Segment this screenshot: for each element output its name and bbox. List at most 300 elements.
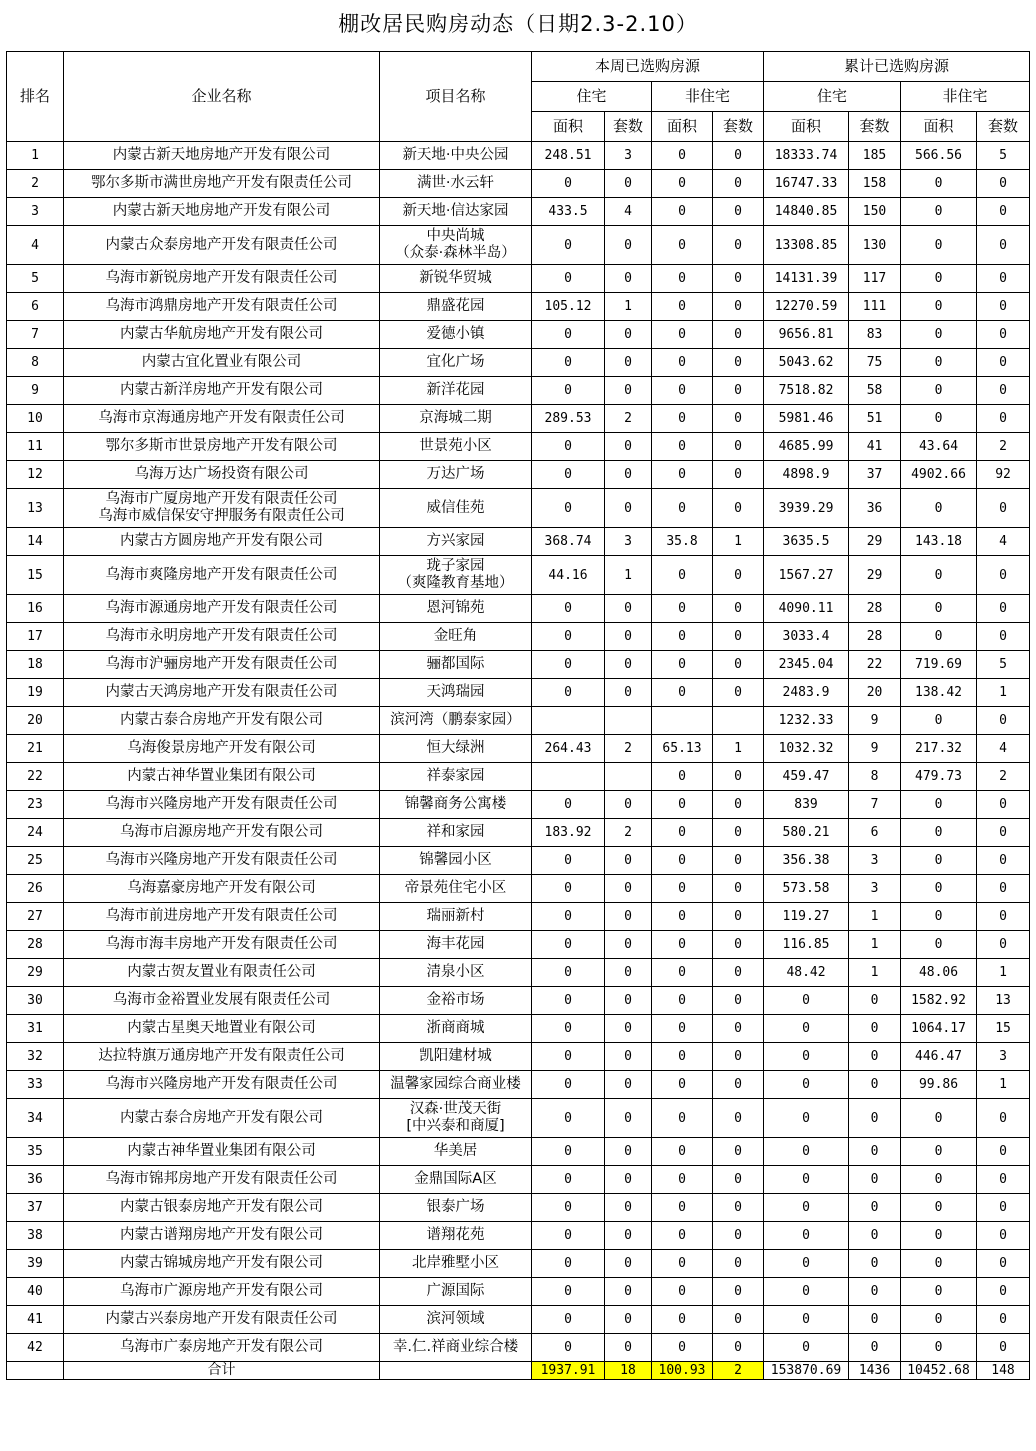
table-row — [7, 489, 1030, 528]
cum-res-area-cell: 116.85 — [764, 931, 849, 959]
cum-nonres-area-cell: 566.56 — [901, 142, 977, 170]
company-name: 内蒙古方圆房地产开发有限公司 — [120, 533, 323, 549]
table-row — [7, 931, 1030, 959]
header-units: 套数 — [605, 112, 652, 142]
company-cell — [64, 489, 380, 528]
project-name: 万达广场 — [426, 466, 485, 482]
week-nonres-units-cell: 0 — [713, 679, 764, 707]
cum-nonres-area-cell: 0 — [901, 489, 977, 528]
cum-res-area-cell: 0 — [764, 1015, 849, 1043]
header-project: 项目名称 — [380, 52, 532, 142]
table-row — [7, 875, 1030, 903]
company-name: 乌海市广泰房地产开发有限公司 — [120, 1339, 323, 1355]
cum-nonres-area-cell: 217.32 — [901, 735, 977, 763]
project-cell — [380, 170, 532, 198]
company-cell — [64, 433, 380, 461]
total-week-nonres-units: 2 — [713, 1362, 764, 1380]
cum-res-area-cell: 9656.81 — [764, 321, 849, 349]
week-res-area-cell: 433.5 — [532, 198, 605, 226]
cum-res-units-cell: 1 — [849, 931, 901, 959]
cum-nonres-units-cell: 0 — [977, 265, 1030, 293]
week-nonres-units-cell: 0 — [713, 847, 764, 875]
company-name: 内蒙古泰合房地产开发有限公司 — [120, 712, 323, 728]
company-cell — [64, 875, 380, 903]
total-rank-cell — [7, 1362, 64, 1380]
cum-nonres-units-cell: 0 — [977, 595, 1030, 623]
week-res-units-cell: 0 — [605, 1043, 652, 1071]
cum-res-units-cell: 1 — [849, 903, 901, 931]
company-cell — [64, 321, 380, 349]
week-res-units-cell: 0 — [605, 1250, 652, 1278]
company-name: 内蒙古兴泰房地产开发有限责任公司 — [105, 1311, 338, 1327]
week-nonres-area-cell: 0 — [652, 1099, 713, 1138]
project-cell — [380, 265, 532, 293]
cum-nonres-units-cell: 0 — [977, 377, 1030, 405]
cum-res-area-cell: 573.58 — [764, 875, 849, 903]
cum-res-area-cell: 0 — [764, 1250, 849, 1278]
cum-res-area-cell: 2345.04 — [764, 651, 849, 679]
project-name: 恒大绿洲 — [426, 740, 485, 756]
cum-res-units-cell: 20 — [849, 679, 901, 707]
table-row — [7, 1250, 1030, 1278]
housing-purchase-table — [6, 51, 1030, 1380]
cum-nonres-area-cell: 138.42 — [901, 679, 977, 707]
company-cell — [64, 1334, 380, 1362]
company-cell — [64, 1138, 380, 1166]
project-name: 祥泰家园 — [426, 768, 485, 784]
table-row — [7, 1043, 1030, 1071]
week-res-area-cell: 0 — [532, 679, 605, 707]
project-name: 锦馨商务公寓楼 — [404, 796, 507, 812]
cum-nonres-units-cell: 1 — [977, 679, 1030, 707]
company-cell — [64, 1278, 380, 1306]
week-nonres-units-cell: 0 — [713, 959, 764, 987]
cum-res-area-cell: 356.38 — [764, 847, 849, 875]
week-nonres-area-cell: 65.13 — [652, 735, 713, 763]
cum-res-units-cell: 0 — [849, 1278, 901, 1306]
week-res-area-cell: 0 — [532, 433, 605, 461]
week-nonres-area-cell: 0 — [652, 623, 713, 651]
project-name: 新锐华贸城 — [419, 270, 492, 286]
cum-res-area-cell: 459.47 — [764, 763, 849, 791]
company-name: 乌海市海丰房地产开发有限责任公司 — [105, 936, 338, 952]
week-nonres-area-cell: 0 — [652, 1334, 713, 1362]
project-name: 宜化广场 — [426, 354, 485, 370]
project-name: 滨河湾（鹏泰家园） — [390, 712, 521, 728]
project-cell — [380, 847, 532, 875]
project-cell — [380, 321, 532, 349]
project-cell — [380, 1250, 532, 1278]
cum-nonres-units-cell: 0 — [977, 405, 1030, 433]
total-cum-res-area: 153870.69 — [764, 1362, 849, 1380]
project-name: 幸.仁.祥商业综合楼 — [392, 1339, 519, 1355]
cum-res-units-cell: 51 — [849, 405, 901, 433]
cum-res-units-cell: 3 — [849, 875, 901, 903]
cum-nonres-units-cell: 0 — [977, 623, 1030, 651]
cum-nonres-units-cell: 5 — [977, 651, 1030, 679]
cum-res-units-cell: 29 — [849, 556, 901, 595]
cum-res-area-cell: 0 — [764, 1306, 849, 1334]
week-res-units-cell: 0 — [605, 433, 652, 461]
week-res-units-cell: 0 — [605, 651, 652, 679]
project-cell — [380, 489, 532, 528]
company-name: 鄂尔多斯市满世房地产开发有限责任公司 — [91, 175, 352, 191]
rank-cell: 7 — [7, 321, 64, 349]
week-nonres-units-cell: 0 — [713, 1015, 764, 1043]
rank-cell: 22 — [7, 763, 64, 791]
rank-cell: 5 — [7, 265, 64, 293]
cum-nonres-units-cell: 0 — [977, 1138, 1030, 1166]
project-cell — [380, 349, 532, 377]
company-name: 乌海嘉豪房地产开发有限公司 — [127, 880, 316, 896]
company-name: 乌海市前进房地产开发有限责任公司 — [105, 908, 338, 924]
cum-nonres-area-cell: 43.64 — [901, 433, 977, 461]
header-this-week: 本周已选购房源 — [532, 52, 764, 82]
project-cell — [380, 651, 532, 679]
cum-res-units-cell: 0 — [849, 1138, 901, 1166]
rank-cell: 13 — [7, 489, 64, 528]
company-name: 内蒙古华航房地产开发有限公司 — [120, 326, 323, 342]
week-res-area-cell: 0 — [532, 170, 605, 198]
table-footer — [7, 1362, 1030, 1380]
cum-nonres-area-cell: 48.06 — [901, 959, 977, 987]
week-nonres-units-cell: 0 — [713, 1306, 764, 1334]
total-cum-nonres-area: 10452.68 — [901, 1362, 977, 1380]
project-cell — [380, 142, 532, 170]
project-name: 新天地·信达家园 — [402, 203, 509, 219]
cum-nonres-area-cell: 0 — [901, 377, 977, 405]
rank-cell: 1 — [7, 142, 64, 170]
week-res-area-cell: 0 — [532, 1250, 605, 1278]
week-nonres-units-cell: 0 — [713, 349, 764, 377]
project-cell — [380, 903, 532, 931]
week-nonres-units-cell: 0 — [713, 461, 764, 489]
project-cell — [380, 1099, 532, 1138]
week-nonres-units-cell: 1 — [713, 528, 764, 556]
cum-nonres-units-cell: 0 — [977, 791, 1030, 819]
cum-nonres-area-cell: 0 — [901, 791, 977, 819]
project-cell — [380, 1194, 532, 1222]
header-rank: 排名 — [7, 52, 64, 142]
cum-res-area-cell: 119.27 — [764, 903, 849, 931]
week-res-area-cell: 0 — [532, 1099, 605, 1138]
cum-res-area-cell: 0 — [764, 1043, 849, 1071]
cum-res-area-cell: 0 — [764, 1071, 849, 1099]
project-cell — [380, 293, 532, 321]
week-nonres-area-cell: 0 — [652, 875, 713, 903]
table-row — [7, 651, 1030, 679]
company-name: 内蒙古宜化置业有限公司 — [141, 354, 302, 370]
week-res-area-cell: 264.43 — [532, 735, 605, 763]
rank-cell: 35 — [7, 1138, 64, 1166]
week-nonres-units-cell: 0 — [713, 875, 764, 903]
project-cell — [380, 556, 532, 595]
rank-cell: 41 — [7, 1306, 64, 1334]
week-res-units-cell: 1 — [605, 293, 652, 321]
week-res-area-cell: 0 — [532, 959, 605, 987]
table-row — [7, 321, 1030, 349]
header-units: 套数 — [977, 112, 1030, 142]
cum-res-area-cell: 0 — [764, 1334, 849, 1362]
week-res-area-cell: 0 — [532, 1278, 605, 1306]
company-name: 内蒙古泰合房地产开发有限公司 — [120, 1109, 323, 1126]
project-cell — [380, 405, 532, 433]
week-res-area-cell: 0 — [532, 987, 605, 1015]
header-area: 面积 — [764, 112, 849, 142]
cum-res-area-cell: 13308.85 — [764, 226, 849, 265]
company-name: 内蒙古天鸿房地产开发有限责任公司 — [105, 684, 338, 700]
week-res-area-cell: 0 — [532, 875, 605, 903]
week-nonres-units-cell: 0 — [713, 1222, 764, 1250]
cum-res-units-cell: 185 — [849, 142, 901, 170]
week-nonres-area-cell: 0 — [652, 1278, 713, 1306]
rank-cell: 17 — [7, 623, 64, 651]
table-row — [7, 1222, 1030, 1250]
week-res-units-cell: 0 — [605, 1194, 652, 1222]
project-cell — [380, 763, 532, 791]
project-cell — [380, 1138, 532, 1166]
cum-nonres-units-cell: 0 — [977, 198, 1030, 226]
week-res-units-cell: 0 — [605, 1071, 652, 1099]
company-name: 达拉特旗万通房地产开发有限责任公司 — [98, 1048, 345, 1064]
cum-nonres-area-cell: 0 — [901, 556, 977, 595]
project-name: 金裕市场 — [426, 992, 485, 1008]
cum-res-units-cell: 0 — [849, 1250, 901, 1278]
company-name: 乌海市沪骊房地产开发有限责任公司 — [105, 656, 338, 672]
week-res-units-cell — [605, 763, 652, 791]
project-name: 金旺角 — [433, 628, 478, 644]
company-name: 内蒙古新天地房地产开发有限公司 — [112, 203, 331, 219]
company-name: 内蒙古新洋房地产开发有限公司 — [120, 382, 323, 398]
week-nonres-units-cell: 0 — [713, 142, 764, 170]
week-res-area-cell: 183.92 — [532, 819, 605, 847]
week-res-area-cell: 0 — [532, 1071, 605, 1099]
cum-res-units-cell: 111 — [849, 293, 901, 321]
week-res-area-cell: 0 — [532, 931, 605, 959]
cum-res-units-cell: 29 — [849, 528, 901, 556]
table-row — [7, 1306, 1030, 1334]
week-nonres-units-cell: 0 — [713, 405, 764, 433]
cum-nonres-area-cell: 0 — [901, 819, 977, 847]
table-row — [7, 198, 1030, 226]
cum-res-area-cell: 0 — [764, 1222, 849, 1250]
week-res-units-cell: 0 — [605, 1306, 652, 1334]
project-cell — [380, 433, 532, 461]
week-nonres-units-cell: 0 — [713, 1250, 764, 1278]
cum-res-area-cell: 7518.82 — [764, 377, 849, 405]
project-cell — [380, 1306, 532, 1334]
cum-res-area-cell: 3033.4 — [764, 623, 849, 651]
page-title: 棚改居民购房动态（日期2.3-2.10） — [338, 12, 698, 36]
company-cell — [64, 791, 380, 819]
table-row — [7, 987, 1030, 1015]
cum-res-units-cell: 0 — [849, 1043, 901, 1071]
rank-cell: 11 — [7, 433, 64, 461]
week-nonres-area-cell: 35.8 — [652, 528, 713, 556]
rank-cell: 28 — [7, 931, 64, 959]
cum-res-units-cell: 0 — [849, 1306, 901, 1334]
project-name: 浙商商城 — [426, 1020, 485, 1036]
cum-res-units-cell: 28 — [849, 623, 901, 651]
week-res-area-cell: 0 — [532, 1194, 605, 1222]
header-cum-residential: 住宅 — [764, 82, 901, 112]
cum-res-area-cell: 0 — [764, 987, 849, 1015]
company-name: 内蒙古新天地房地产开发有限公司 — [112, 147, 331, 163]
week-res-units-cell: 0 — [605, 1166, 652, 1194]
cum-res-area-cell: 16747.33 — [764, 170, 849, 198]
cum-nonres-units-cell: 1 — [977, 959, 1030, 987]
cum-nonres-units-cell: 0 — [977, 321, 1030, 349]
company-name: 乌海市兴隆房地产开发有限责任公司 — [105, 796, 338, 812]
table-row — [7, 349, 1030, 377]
company-cell — [64, 1071, 380, 1099]
cum-res-area-cell: 14840.85 — [764, 198, 849, 226]
company-name: 鄂尔多斯市世景房地产开发有限公司 — [105, 438, 338, 454]
table-row — [7, 461, 1030, 489]
company-cell — [64, 623, 380, 651]
cum-nonres-units-cell: 0 — [977, 226, 1030, 265]
week-res-units-cell: 2 — [605, 819, 652, 847]
cum-res-area-cell: 4685.99 — [764, 433, 849, 461]
cum-res-area-cell: 18333.74 — [764, 142, 849, 170]
cum-nonres-area-cell: 719.69 — [901, 651, 977, 679]
cum-nonres-area-cell: 0 — [901, 1222, 977, 1250]
cum-nonres-units-cell: 0 — [977, 556, 1030, 595]
company-cell — [64, 1222, 380, 1250]
company-name: 乌海市鸿鼎房地产开发有限责任公司 — [105, 298, 338, 314]
company-cell — [64, 763, 380, 791]
cum-res-units-cell: 0 — [849, 1015, 901, 1043]
company-name: 内蒙古银泰房地产开发有限公司 — [120, 1199, 323, 1215]
cum-nonres-units-cell: 0 — [977, 1334, 1030, 1362]
rank-cell: 10 — [7, 405, 64, 433]
project-cell — [380, 987, 532, 1015]
table-header — [7, 52, 1030, 142]
rank-cell: 20 — [7, 707, 64, 735]
header-area: 面积 — [532, 112, 605, 142]
project-name: 骊都国际 — [426, 656, 485, 672]
week-nonres-area-cell: 0 — [652, 1306, 713, 1334]
week-nonres-area-cell: 0 — [652, 791, 713, 819]
project-name: 爱德小镇 — [426, 326, 485, 342]
company-cell — [64, 1015, 380, 1043]
project-name: 恩河锦苑 — [426, 600, 485, 616]
project-name: 新天地·中央公园 — [402, 147, 509, 163]
company-cell — [64, 707, 380, 735]
rank-cell: 39 — [7, 1250, 64, 1278]
cum-res-area-cell: 4090.11 — [764, 595, 849, 623]
cum-res-area-cell: 580.21 — [764, 819, 849, 847]
project-cell — [380, 735, 532, 763]
cum-res-units-cell: 0 — [849, 987, 901, 1015]
project-cell — [380, 875, 532, 903]
week-res-area-cell: 0 — [532, 1166, 605, 1194]
header-units: 套数 — [849, 112, 901, 142]
header-area: 面积 — [652, 112, 713, 142]
week-res-units-cell: 0 — [605, 321, 652, 349]
project-cell — [380, 791, 532, 819]
rank-cell: 40 — [7, 1278, 64, 1306]
rank-cell: 8 — [7, 349, 64, 377]
cum-res-area-cell: 5043.62 — [764, 349, 849, 377]
header-area: 面积 — [901, 112, 977, 142]
cum-nonres-area-cell: 0 — [901, 1099, 977, 1138]
table-body — [7, 142, 1030, 1362]
table-row — [7, 847, 1030, 875]
company-cell — [64, 1194, 380, 1222]
week-nonres-units-cell: 0 — [713, 1138, 764, 1166]
cum-nonres-area-cell: 0 — [901, 847, 977, 875]
project-cell — [380, 1043, 532, 1071]
rank-cell: 3 — [7, 198, 64, 226]
cum-res-units-cell: 0 — [849, 1099, 901, 1138]
week-res-units-cell: 0 — [605, 1099, 652, 1138]
company-cell — [64, 651, 380, 679]
project-cell — [380, 528, 532, 556]
week-res-units-cell: 0 — [605, 1278, 652, 1306]
company-name: 乌海市永明房地产开发有限责任公司 — [105, 628, 338, 644]
table-row — [7, 735, 1030, 763]
cum-res-area-cell: 839 — [764, 791, 849, 819]
company-name: 内蒙古神华置业集团有限公司 — [127, 768, 316, 784]
cum-nonres-area-cell: 4902.66 — [901, 461, 977, 489]
cum-nonres-units-cell: 92 — [977, 461, 1030, 489]
week-res-units-cell — [605, 707, 652, 735]
cum-nonres-units-cell: 0 — [977, 170, 1030, 198]
cum-nonres-units-cell: 0 — [977, 931, 1030, 959]
week-res-units-cell: 0 — [605, 1222, 652, 1250]
project-name: 凯阳建材城 — [419, 1048, 492, 1064]
cum-res-area-cell: 48.42 — [764, 959, 849, 987]
cum-res-area-cell: 1032.32 — [764, 735, 849, 763]
project-cell — [380, 931, 532, 959]
week-nonres-area-cell: 0 — [652, 556, 713, 595]
company-cell — [64, 931, 380, 959]
week-nonres-area-cell — [652, 707, 713, 735]
cum-nonres-area-cell: 0 — [901, 405, 977, 433]
table-row — [7, 959, 1030, 987]
company-name: 内蒙古众泰房地产开发有限责任公司 — [105, 236, 338, 253]
cum-nonres-area-cell: 0 — [901, 293, 977, 321]
project-name: （爽隆教育基地） — [397, 575, 514, 591]
project-name: 方兴家园 — [426, 533, 485, 549]
cum-nonres-area-cell: 0 — [901, 265, 977, 293]
week-res-units-cell: 0 — [605, 349, 652, 377]
week-nonres-area-cell: 0 — [652, 1043, 713, 1071]
week-nonres-area-cell: 0 — [652, 198, 713, 226]
cum-res-units-cell: 36 — [849, 489, 901, 528]
company-cell — [64, 377, 380, 405]
project-name: 中央尚城 — [426, 228, 485, 244]
company-name: 乌海市爽隆房地产开发有限责任公司 — [105, 566, 338, 583]
project-name: 温馨家园综合商业楼 — [390, 1076, 521, 1092]
company-cell — [64, 265, 380, 293]
week-res-units-cell: 0 — [605, 679, 652, 707]
week-res-units-cell: 0 — [605, 265, 652, 293]
project-name: [中兴泰和商厦] — [406, 1118, 505, 1134]
week-res-units-cell: 0 — [605, 959, 652, 987]
company-cell — [64, 987, 380, 1015]
cum-res-area-cell: 5981.46 — [764, 405, 849, 433]
cum-nonres-units-cell: 2 — [977, 763, 1030, 791]
table-row — [7, 293, 1030, 321]
project-name: 珑子家园 — [426, 558, 485, 574]
week-res-area-cell: 368.74 — [532, 528, 605, 556]
week-nonres-area-cell: 0 — [652, 226, 713, 265]
week-res-units-cell: 0 — [605, 1334, 652, 1362]
company-cell — [64, 142, 380, 170]
company-name: 乌海万达广场投资有限公司 — [134, 466, 309, 482]
